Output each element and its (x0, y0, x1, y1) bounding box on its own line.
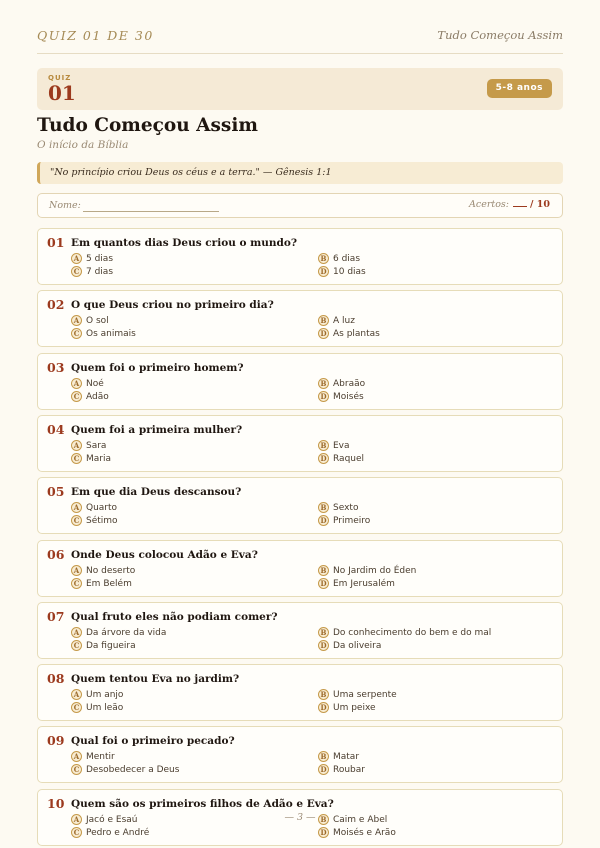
option-label: Um leão (86, 702, 124, 713)
option-label: Maria (86, 453, 111, 464)
answer-option[interactable] (71, 689, 123, 700)
option-label: Um anjo (86, 689, 124, 700)
option-letter-circle: C (71, 827, 82, 838)
question-text: Quem são os primeiros filhos de Adão e Eva? (71, 798, 334, 810)
option-label: Do conhecimento do bem e do mal (333, 627, 492, 638)
option-letter-circle: C (71, 391, 82, 402)
quiz-hero-banner (37, 68, 563, 110)
answer-option[interactable] (71, 627, 166, 638)
option-letter-circle: B (318, 814, 329, 825)
option-letter-circle: C (71, 764, 82, 775)
answer-option[interactable] (318, 565, 416, 576)
answer-option[interactable] (71, 502, 117, 513)
answer-option[interactable] (318, 578, 395, 589)
page-header (37, 28, 563, 54)
option-letter-circle: D (318, 266, 329, 277)
option-letter-circle: C (71, 453, 82, 464)
answer-option[interactable] (71, 578, 132, 589)
option-label: 5 dias (86, 253, 114, 264)
option-letter-circle: B (318, 627, 329, 638)
answer-option[interactable] (318, 640, 381, 651)
option-letter-circle: B (318, 565, 329, 576)
answer-option[interactable] (318, 515, 370, 526)
question-card (37, 540, 563, 597)
option-letter-circle: D (318, 640, 329, 651)
option-label: Da árvore da vida (86, 627, 167, 638)
option-label: Um peixe (333, 702, 376, 713)
option-label: Sara (86, 440, 107, 451)
score-field (469, 199, 550, 210)
question-text: Em que dia Deus descansou? (71, 486, 242, 498)
answer-option[interactable] (318, 378, 365, 389)
option-letter-circle: A (71, 440, 82, 451)
option-letter-circle: C (71, 328, 82, 339)
option-letter-circle: B (318, 689, 329, 700)
option-label: Roubar (333, 764, 365, 775)
option-letter-circle: D (318, 391, 329, 402)
option-label: Sexto (333, 502, 359, 513)
option-label: Eva (333, 440, 350, 451)
option-label: Em Jerusalém (333, 578, 395, 589)
question-text: O que Deus criou no primeiro dia? (71, 299, 274, 311)
option-label: As plantas (333, 328, 380, 339)
option-label: 10 dias (333, 266, 366, 277)
answer-option[interactable] (71, 827, 149, 838)
question-text: Onde Deus colocou Adão e Eva? (71, 549, 258, 561)
question-text: Em quantos dias Deus criou o mundo? (71, 237, 298, 249)
option-letter-circle: A (71, 627, 82, 638)
option-letter-circle: B (318, 253, 329, 264)
option-label: Uma serpente (333, 689, 397, 700)
question-number: 08 (47, 671, 65, 686)
option-letter-circle: C (71, 515, 82, 526)
option-letter-circle: B (318, 440, 329, 451)
option-letter-circle: D (318, 764, 329, 775)
answer-option[interactable] (318, 502, 358, 513)
option-label: Raquel (333, 453, 365, 464)
page-subtitle: O início da Bíblia (37, 139, 129, 151)
question-card (37, 290, 563, 347)
option-label: 7 dias (86, 266, 114, 277)
question-text: Quem foi o primeiro homem? (71, 362, 244, 374)
question-card (37, 664, 563, 721)
answer-option[interactable] (71, 378, 104, 389)
option-label: A luz (333, 315, 355, 326)
answer-option[interactable] (71, 751, 115, 762)
option-label: Primeiro (333, 515, 371, 526)
answer-line-box (37, 193, 563, 218)
question-text: Qual fruto eles não podiam comer? (71, 611, 278, 623)
answer-option[interactable] (318, 253, 360, 264)
question-number: 04 (47, 422, 65, 437)
option-letter-circle: A (71, 565, 82, 576)
option-label: Em Belém (86, 578, 132, 589)
question-card (37, 228, 563, 285)
score-label: Acertos: (469, 199, 509, 210)
option-label: Desobedecer a Deus (86, 764, 180, 775)
age-badge: 5-8 anos (487, 79, 552, 98)
question-card (37, 602, 563, 659)
option-label: Adão (86, 391, 109, 402)
option-label: No deserto (86, 565, 136, 576)
question-text: Qual foi o primeiro pecado? (71, 735, 235, 747)
option-letter-circle: B (318, 315, 329, 326)
question-number: 09 (47, 733, 65, 748)
option-letter-circle: D (318, 515, 329, 526)
option-label: Jacó e Esaú (86, 814, 138, 825)
quiz-counter: QUIZ 01 DE 30 (37, 28, 154, 43)
option-label: Abraão (333, 378, 366, 389)
quiz-label: QUIZ (48, 74, 72, 82)
option-letter-circle: B (318, 378, 329, 389)
option-letter-circle: B (318, 751, 329, 762)
answer-option[interactable] (318, 764, 365, 775)
answer-option[interactable] (318, 627, 491, 638)
page-number: — 3 — (284, 812, 316, 823)
answer-option[interactable] (71, 253, 113, 264)
option-label: O sol (86, 315, 109, 326)
score-total: / 10 (530, 199, 550, 210)
option-letter-circle: B (318, 502, 329, 513)
question-number: 01 (47, 235, 65, 250)
answer-option[interactable] (318, 827, 396, 838)
answer-option[interactable] (71, 702, 123, 713)
option-label: Da oliveira (333, 640, 382, 651)
option-letter-circle: C (71, 578, 82, 589)
question-number: 10 (47, 796, 65, 811)
option-letter-circle: C (71, 640, 82, 651)
page-title: Tudo Começou Assim (37, 115, 258, 136)
score-blank (513, 206, 527, 207)
answer-option[interactable] (318, 689, 397, 700)
answer-option[interactable] (71, 440, 106, 451)
answer-option[interactable] (71, 453, 111, 464)
option-letter-circle: A (71, 689, 82, 700)
question-text: Quem foi a primeira mulher? (71, 424, 243, 436)
question-card (37, 726, 563, 783)
option-label: Matar (333, 751, 360, 762)
name-label: Nome: (49, 200, 81, 211)
answer-option[interactable] (318, 440, 350, 451)
option-letter-circle: D (318, 827, 329, 838)
option-letter-circle: D (318, 578, 329, 589)
verse-callout: "No princípio criou Deus os céus e a terra." — Gênesis 1:1 (37, 162, 563, 184)
option-letter-circle: A (71, 751, 82, 762)
answer-option[interactable] (71, 764, 179, 775)
running-title: Tudo Começou Assim (437, 28, 563, 42)
answer-option[interactable] (318, 453, 364, 464)
answer-option[interactable] (71, 515, 118, 526)
question-number: 05 (47, 484, 65, 499)
question-number: 06 (47, 547, 65, 562)
option-label: No Jardim do Éden (333, 565, 417, 576)
option-label: Sétimo (86, 515, 118, 526)
option-label: Moisés e Arão (333, 827, 396, 838)
question-number: 02 (47, 297, 65, 312)
answer-option[interactable] (318, 328, 380, 339)
option-label: Da figueira (86, 640, 136, 651)
answer-option[interactable] (71, 328, 136, 339)
question-number: 07 (47, 609, 65, 624)
answer-option[interactable] (318, 315, 355, 326)
option-letter-circle: D (318, 453, 329, 464)
option-letter-circle: C (71, 702, 82, 713)
option-letter-circle: A (71, 502, 82, 513)
answer-option[interactable] (71, 266, 113, 277)
option-letter-circle: D (318, 328, 329, 339)
answer-option[interactable] (318, 751, 359, 762)
answer-option[interactable] (71, 391, 109, 402)
option-label: Noé (86, 378, 104, 389)
question-text: Quem tentou Eva no jardim? (71, 673, 240, 685)
answer-option[interactable] (71, 565, 135, 576)
option-label: Pedro e André (86, 827, 150, 838)
option-label: Moisés (333, 391, 364, 402)
option-letter-circle: D (318, 702, 329, 713)
quiz-number: 01 (48, 81, 76, 105)
option-letter-circle: A (71, 814, 82, 825)
answer-option[interactable] (318, 391, 364, 402)
answer-option[interactable] (318, 266, 366, 277)
question-number: 03 (47, 360, 65, 375)
option-label: Mentir (86, 751, 115, 762)
answer-option[interactable] (71, 315, 109, 326)
question-card (37, 477, 563, 534)
answer-option[interactable] (71, 640, 136, 651)
option-letter-circle: A (71, 315, 82, 326)
option-label: 6 dias (333, 253, 361, 264)
answer-option[interactable] (318, 702, 376, 713)
option-label: Quarto (86, 502, 118, 513)
option-label: Caim e Abel (333, 814, 388, 825)
question-card (37, 353, 563, 410)
name-blank (83, 211, 219, 212)
option-letter-circle: A (71, 253, 82, 264)
option-letter-circle: A (71, 378, 82, 389)
option-label: Os animais (86, 328, 136, 339)
option-letter-circle: C (71, 266, 82, 277)
question-card (37, 415, 563, 472)
